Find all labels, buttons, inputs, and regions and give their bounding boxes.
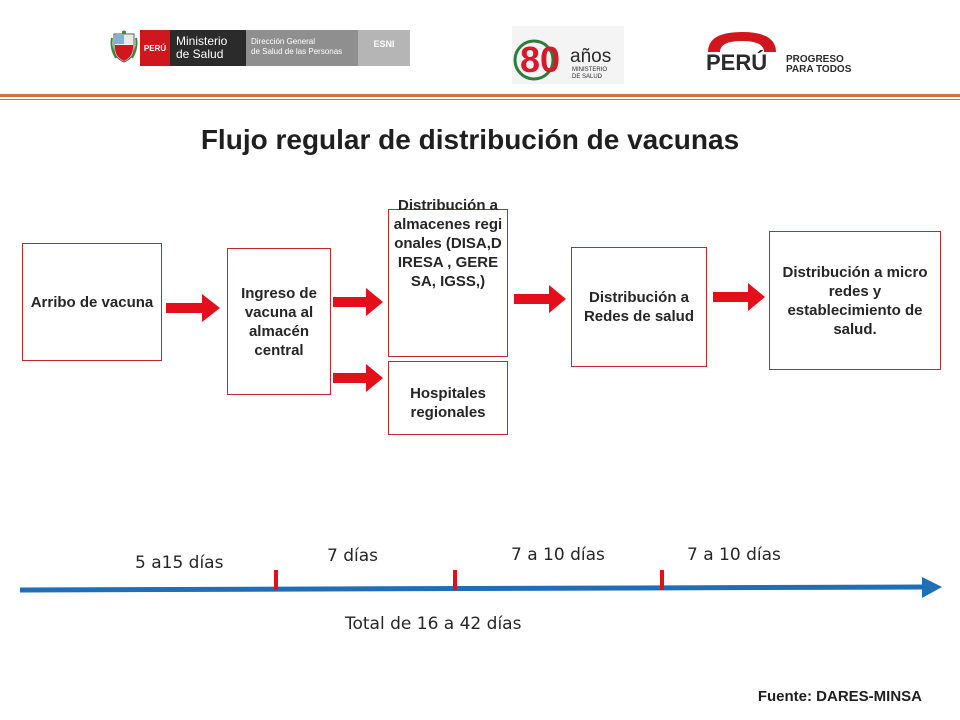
timeline-arrowhead-icon bbox=[922, 577, 942, 598]
step-health-networks-box bbox=[571, 247, 707, 367]
peru-coat-of-arms-icon bbox=[110, 30, 138, 64]
flow-arrow-2-icon bbox=[333, 286, 385, 318]
step-central-warehouse-label: Ingreso de vacuna al almacén central bbox=[241, 284, 317, 359]
ministry-line-2: de Salud bbox=[176, 47, 224, 61]
timeline-segment-4-label: 7 a 10 días bbox=[687, 545, 781, 565]
direction-line-1: Dirección General bbox=[251, 37, 316, 46]
direction-line-2: de Salud de las Personas bbox=[251, 47, 343, 56]
step-regional-warehouses-box bbox=[388, 197, 508, 357]
timeline-segment-1-label: 5 a15 días bbox=[135, 553, 224, 573]
anniversary-sub-1: MINISTERIO bbox=[572, 67, 608, 73]
slogan-line-1: PROGRESO bbox=[786, 54, 844, 65]
flow-arrow-4-icon bbox=[514, 283, 568, 315]
header-divider-top bbox=[0, 94, 960, 97]
timeline-segment-2-label: 7 días bbox=[327, 546, 379, 566]
step-regional-hospitals-box bbox=[388, 361, 508, 435]
header-divider-bottom bbox=[0, 99, 960, 100]
ministry-line-1: Ministerio bbox=[176, 34, 228, 48]
slogan-line-2: PARA TODOS bbox=[786, 64, 852, 75]
anniversary-number: 80 bbox=[520, 39, 561, 80]
step-micro-networks-label: Distribución a micro redes y establecimiento de salud. bbox=[782, 263, 928, 338]
timeline-line bbox=[20, 587, 924, 590]
peru-logo-text: PERÚ bbox=[706, 50, 768, 75]
anniversary-80-logo bbox=[512, 26, 624, 84]
peru-progreso-logo bbox=[702, 28, 870, 76]
flow-arrow-1-icon bbox=[166, 292, 222, 324]
step-regional-warehouses-label: Distribución a almacenes regionales (DISA,DIRESA , GERESA, IGSS,) bbox=[393, 197, 503, 290]
flow-arrow-5-icon bbox=[713, 281, 767, 313]
ministry-logo bbox=[170, 30, 246, 66]
peru-brand-label: PERÚ bbox=[140, 30, 170, 66]
timeline-total-label: Total de 16 a 42 días bbox=[345, 614, 522, 634]
source-note: Fuente: DARES-MINSA bbox=[757, 688, 922, 705]
step-micro-networks-box bbox=[769, 231, 941, 370]
step-regional-hospitals-label: Hospitales regionales bbox=[410, 385, 486, 421]
slide-title: Flujo regular de distribución de vacunas bbox=[200, 124, 740, 155]
esni-logo: ESNI bbox=[358, 30, 410, 66]
step-central-warehouse-box bbox=[227, 248, 331, 395]
anniversary-word: años bbox=[570, 46, 612, 67]
timeline-segment-3-label: 7 a 10 días bbox=[511, 545, 605, 565]
step-health-networks-label: Distribución a Redes de salud bbox=[583, 289, 695, 325]
flow-arrow-3-icon bbox=[333, 362, 385, 394]
anniversary-sub-2: DE SALUD bbox=[572, 74, 603, 80]
direction-logo bbox=[246, 30, 358, 66]
step-arrival-label: Arribo de vacuna bbox=[30, 293, 154, 311]
step-arrival-box bbox=[22, 243, 162, 361]
timeline-axis bbox=[0, 570, 960, 610]
